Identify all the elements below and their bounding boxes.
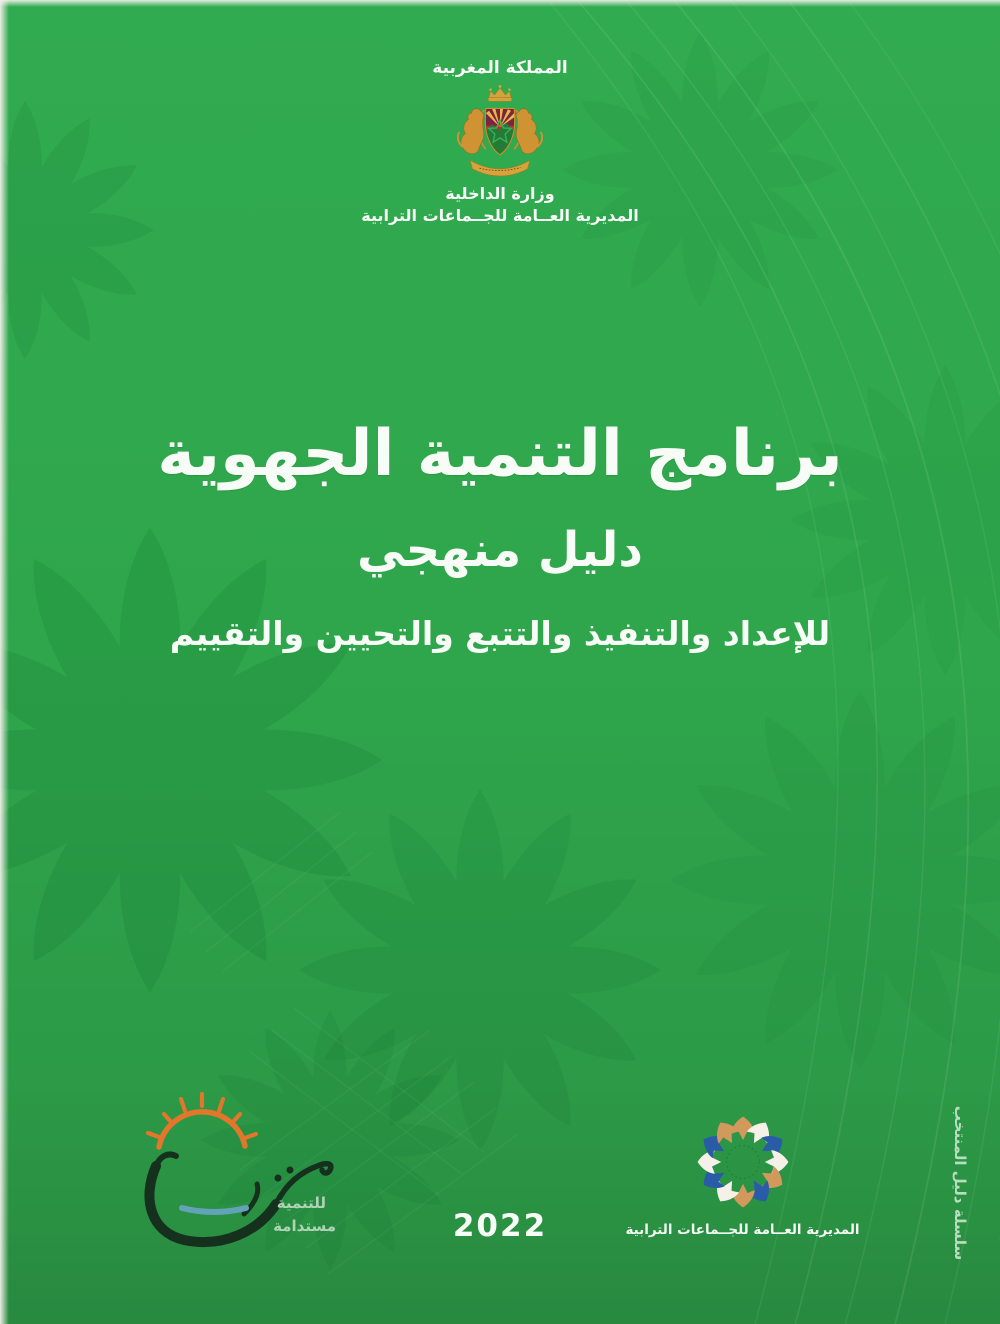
rosette-icon (693, 1112, 793, 1212)
sustainable-development-logo (126, 1090, 352, 1272)
directorate-title: المديرية العــامة للجــماعات الترابية (361, 206, 639, 225)
moroccan-coat-of-arms-icon (0, 84, 1000, 184)
cover-title: برنامج التنمية الجهوية (157, 417, 843, 491)
cover-subtitle: دليل منهجي (357, 522, 643, 578)
dgct-logo-caption: المديرية العــامة للجــماعات الترابية (625, 1222, 860, 1238)
scan-edge-top (0, 0, 1000, 7)
cover-tagline: للإعداد والتنفيذ والتتبع والتحيين والتقييم (169, 614, 831, 653)
kingdom-title: المملكة المغربية (432, 58, 568, 78)
sd-logo-text-line2: مستدامة (273, 1217, 336, 1235)
sun-calligraphy-icon (126, 1090, 352, 1272)
ministry-title: وزارة الداخلية (445, 184, 555, 203)
publication-year: 2022 (452, 1208, 548, 1244)
dgct-logo (625, 1112, 860, 1238)
sd-logo-text-line1: للتنمية (276, 1194, 326, 1212)
series-title-vertical: سلسلة دليل المنتخب (951, 1105, 969, 1261)
